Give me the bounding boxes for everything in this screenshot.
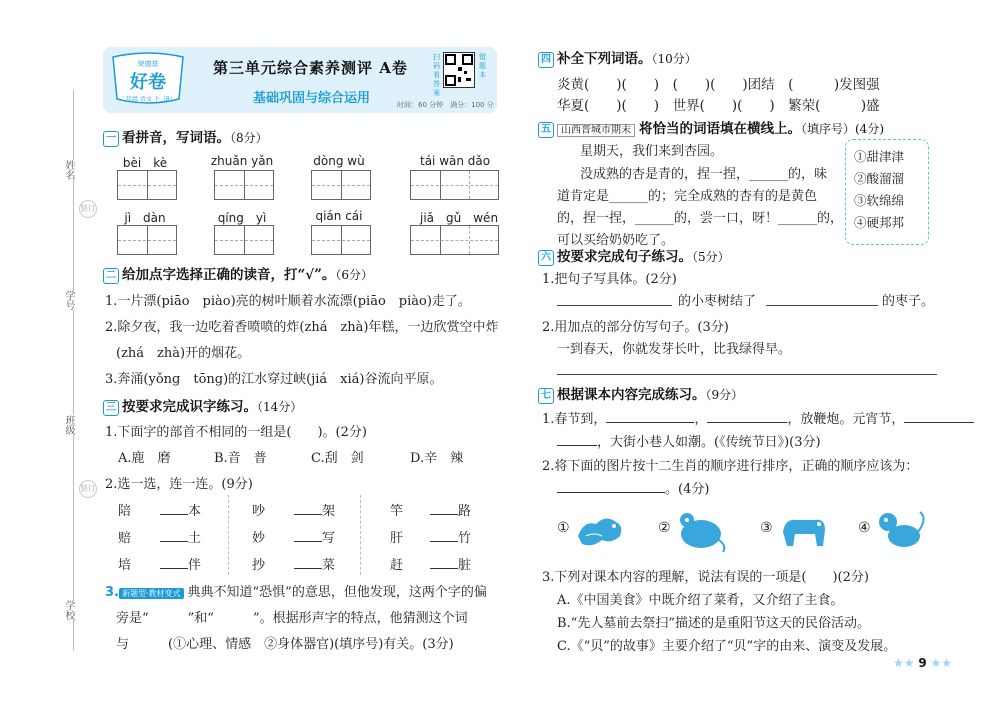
char-right[interactable]: 竹 xyxy=(430,527,471,546)
example-sentence: 一到春天，你就发芽长叶，比我绿得早。 xyxy=(557,342,792,357)
section-3-heading: 三 按要求完成识字练习。（14分） xyxy=(103,395,302,416)
question-line: 1.把句子写具体。(2分) xyxy=(542,272,677,287)
answer-line[interactable] xyxy=(557,305,672,306)
margin-label-id: 学号 xyxy=(60,290,76,310)
char-left[interactable]: 赶 xyxy=(390,558,404,573)
answer-line[interactable] xyxy=(766,305,878,306)
word-option: ④硬邦邦 xyxy=(854,215,905,230)
char-right[interactable]: 写 xyxy=(294,527,335,546)
char-right[interactable]: 架 xyxy=(294,500,335,519)
char-right[interactable]: 路 xyxy=(430,500,471,519)
question-line: 2.除夕夜，我一边吃着香喷喷的炸(zhá zhà)年糕，一边欣赏空中炸 xyxy=(105,320,499,335)
option[interactable]: C.《“贝”的故事》主要介绍了“贝”字的由来、演变及发展。 xyxy=(557,639,897,654)
pinyin: bèi kè xyxy=(122,156,168,170)
writing-grid[interactable] xyxy=(410,170,499,200)
question-line: (zhá zhà)开的烟花。 xyxy=(116,346,251,361)
char-left[interactable]: 吵 xyxy=(252,504,266,519)
question-line: ，大街小巷人如潮。(《传统节日》)(3分) xyxy=(557,431,821,450)
page-header xyxy=(103,47,497,113)
pinyin: qíng yì xyxy=(217,211,267,225)
qr-right-label: 错题本 xyxy=(479,53,486,79)
question-3: 3. 新题型·教材变式 典典不知道“恐惧”的意思，但他发现，这两个字的偏 xyxy=(105,585,487,600)
question-line: 华夏( )( ) 世界( )( ) 繁荣( )盛 xyxy=(557,98,880,114)
section-1-heading: 一 看拼音，写词语。（8分） xyxy=(103,126,268,147)
margin-label-name: 姓名 xyxy=(60,160,76,180)
time-info: 时间：60 分钟 满分：100 分 xyxy=(397,101,494,109)
zodiac-label: ② xyxy=(658,520,671,536)
rat-papercut-icon xyxy=(673,506,729,554)
option[interactable]: B.音 普 xyxy=(214,451,267,466)
monkey-papercut-icon xyxy=(872,506,928,554)
question-line: 3.奔涌(yǒng tōng)的江水穿过峡(jiá xiá)谷流向平原。 xyxy=(105,372,443,387)
section-5-heading: 五 山西晋城市期末 将恰当的词语填在横线上。（填序号）(4分) xyxy=(538,117,884,138)
question-line: 。(4分) xyxy=(557,478,709,497)
passage-line: 没成熟的杏是青的，捏一捏，______的，味 xyxy=(580,167,828,182)
option[interactable]: A.《中国美食》中既介绍了菜肴，又介绍了主食。 xyxy=(557,593,844,608)
question-line: 2.将下面的图片按十二生肖的顺序进行排序，正确的顺序应该为： xyxy=(542,459,919,474)
question-line: 1.下面字的部首不相同的一组是( )。(2分) xyxy=(105,425,367,440)
brand-name: 好卷 xyxy=(130,72,166,93)
zodiac-label: ④ xyxy=(858,520,871,536)
grade-label: 二年级 语文 下（R） xyxy=(120,96,176,103)
title-tag: A卷 xyxy=(379,59,408,77)
word-option: ②酸溜溜 xyxy=(854,171,905,186)
writing-grid[interactable] xyxy=(214,170,274,200)
zodiac-label: ③ xyxy=(760,520,773,536)
pinyin: tái wān dǎo xyxy=(420,154,491,168)
char-left[interactable]: 肝 xyxy=(390,531,404,546)
pinyin: jiǎ gǔ wén xyxy=(420,211,499,225)
source-tag: 山西晋城市期末 xyxy=(557,124,635,137)
option[interactable]: B.“先人墓前去祭扫”描述的是重阳节这天的民俗活动。 xyxy=(557,616,870,631)
word-option: ③软绵绵 xyxy=(854,193,905,208)
binding-hole: 装订 xyxy=(79,200,97,218)
char-right[interactable]: 土 xyxy=(160,527,201,546)
dog-papercut-icon xyxy=(775,506,831,554)
char-left[interactable]: 竿 xyxy=(390,504,404,519)
writing-grid[interactable] xyxy=(117,225,177,255)
pinyin: zhuǎn yǎn xyxy=(210,154,274,168)
qr-left-label: 扫码看答案 xyxy=(433,53,440,97)
writing-grid[interactable] xyxy=(214,225,274,255)
dragon-papercut-icon xyxy=(572,506,628,554)
writing-grid[interactable] xyxy=(410,225,499,255)
char-right[interactable]: 脏 xyxy=(430,554,471,573)
question-line: 的枣子。 xyxy=(882,294,935,309)
writing-grid[interactable] xyxy=(117,170,177,200)
section-6-heading: 六 按要求完成句子练习。（5分） xyxy=(538,245,730,266)
char-left[interactable]: 抄 xyxy=(252,558,266,573)
char-left[interactable]: 妙 xyxy=(252,531,266,546)
page-title: 第三单元综合素养测评 A卷 xyxy=(213,59,408,77)
writing-grid[interactable] xyxy=(311,225,371,255)
passage-line: 的，捏一捏，______的，尝一口，呀！______的， xyxy=(557,211,844,226)
brand-logo xyxy=(109,51,187,109)
question-line: 旁是“ ”和“ ”。根据形声字的特点，他猜测这个词 xyxy=(116,611,468,626)
option[interactable]: C.刮 剑 xyxy=(311,451,364,466)
char-left[interactable]: 培 xyxy=(118,558,132,573)
section-7-heading: 七 根据课本内容完成练习。（9分） xyxy=(538,383,743,404)
page-number: ★★ 9 ★★ xyxy=(893,656,953,670)
char-right[interactable]: 菜 xyxy=(294,554,335,573)
question-line: 1.一片漂(piāo piào)亮的树叶顺着水流漂(piāo piào)走了。 xyxy=(105,294,471,309)
margin-label-class: 班级 xyxy=(60,415,76,435)
char-left[interactable]: 陪 xyxy=(118,504,132,519)
question-line: 的小枣树结了 xyxy=(678,294,757,309)
question-line: 2.用加点的部分仿写句子。(3分) xyxy=(542,320,729,335)
brand-top: 荣德基 xyxy=(137,60,159,68)
char-left[interactable]: 赔 xyxy=(118,531,132,546)
section-2-heading: 二 给加点字选择正确的读音，打“√”。（6分） xyxy=(103,263,373,284)
question-line: 1.春节到， ， ，放鞭炮。元宵节， xyxy=(542,408,974,427)
passage-line: 星期天，我们来到杏园。 xyxy=(580,144,724,159)
section-4-heading: 四 补全下列词语。（10分） xyxy=(538,47,697,68)
char-right[interactable]: 本 xyxy=(160,500,201,519)
zodiac-label: ① xyxy=(557,520,570,536)
qr-code[interactable] xyxy=(443,52,475,88)
new-type-tag: 新题型·教材变式 xyxy=(119,588,184,599)
answer-line[interactable] xyxy=(557,374,937,375)
page-subtitle: 基础巩固与综合运用 xyxy=(253,91,371,106)
passage-line: 道肯定是______的；完全成熟的杏有的是黄色 xyxy=(557,189,818,204)
question-line: 3.下列对课本内容的理解，说法有误的一项是( )(2分) xyxy=(542,570,869,585)
question-line: 炎黄( )( ) ( )( )团结 ( )发图强 xyxy=(557,77,880,93)
question-line: 2.选一选，连一连。(9分) xyxy=(105,477,253,492)
writing-grid[interactable] xyxy=(311,170,371,200)
passage-line: 可以买给奶奶吃了。 xyxy=(557,233,675,248)
word-options-box xyxy=(845,139,929,245)
word-option: ①甜津津 xyxy=(854,149,905,164)
pinyin: jì dàn xyxy=(124,211,166,225)
char-right[interactable]: 伴 xyxy=(160,554,201,573)
question-line: 与 (①心理、情感 ②身体器官)(填序号)有关。(3分) xyxy=(116,637,454,652)
binding-hole: 装订 xyxy=(79,480,97,498)
margin-label-school: 学校 xyxy=(60,600,76,620)
pinyin: dòng wù xyxy=(313,154,365,168)
option[interactable]: D.辛 辣 xyxy=(410,451,464,466)
option[interactable]: A.鹿 磨 xyxy=(118,451,171,466)
pinyin: qián cái xyxy=(315,209,363,223)
